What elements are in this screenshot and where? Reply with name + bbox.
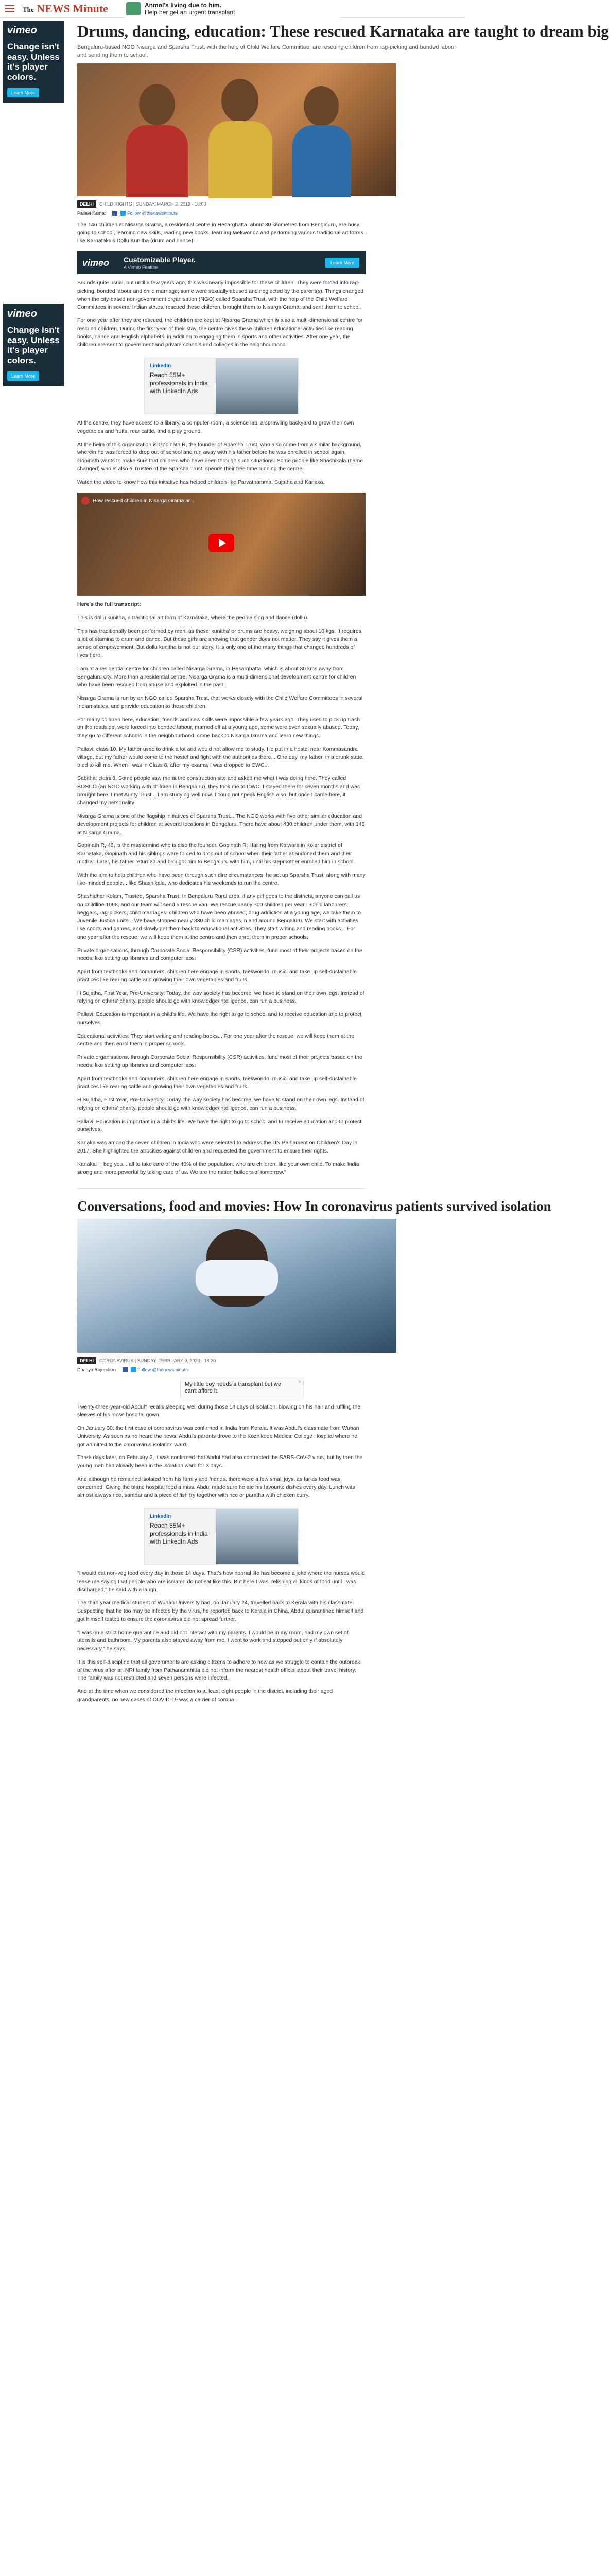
site-logo[interactable]: The NEWS Minute	[23, 2, 108, 15]
region-tag[interactable]: DELHI	[77, 1357, 96, 1364]
left-ad-rail	[0, 21, 67, 103]
facebook-share-icon[interactable]	[123, 1367, 128, 1372]
ad-headline: Anmol's living due to him.	[145, 2, 221, 9]
hamburger-menu-icon[interactable]	[5, 5, 14, 13]
ad-subline: Help her get an urgent transplant	[145, 9, 235, 16]
top-banner-ad[interactable]	[124, 0, 340, 18]
ad-sub: A Vimeo Feature	[124, 265, 158, 270]
article-headline[interactable]: Drums, dancing, education: These rescued Karnataka are taught to dream big	[77, 22, 609, 40]
paragraph: Watch the video to know how this initiative has helped children like Parvathamma, Sujatha and Kanaka.	[77, 479, 325, 485]
paragraph: The 146 children at Nisarga Grama, a residential centre in Hesarghatta, about 30 kilometres from Bengaluru, are busy going to school, learning new skills, reading new books, learning taekwondo and performing various traditional art forms like Karnataka's Dollu Kunitha (drum and dance).	[77, 221, 363, 244]
channel-avatar-icon	[81, 497, 90, 505]
linkedin-ad[interactable]	[144, 358, 299, 414]
transcript-paragraph: Apart from textbooks and computers, children here engage in sports, taekwondo, music, and take up self-sustainable practices like rearing cattle and growing their own vegetables and fruits.	[77, 969, 357, 983]
transcript-paragraph: Kanaka: "I beg you... all to take care of the 40% of the population, who are children, like your own child. To make India strong and more powerful by taking care of us. We are the nation builders of tomorrow."	[77, 1161, 359, 1176]
top-bar	[0, 0, 465, 18]
paragraph: "I was on a strict home quarantine and did not interact with my parents. I would be in my room, had my own set of utensils and bathroom. My parents also stayed away from me. I went to work and stepped out only if absolutely necessary," he says.	[77, 1629, 349, 1652]
twitter-share-icon[interactable]	[131, 1367, 136, 1372]
ad-message: Customizable Player.	[124, 256, 196, 264]
transcript-paragraph: Sabitha: class 8. Some people saw me at the construction site and asked me what I was doing here. They called BOSCO (an NGO working with children in Bengaluru), they took me to CWC. I stayed there for seven months and was brought here. I met Aunty Trust... I am studying well now. I could not speak English also, but once I came here, it changed my personality.	[77, 775, 360, 806]
twitter-share-icon[interactable]	[120, 211, 126, 216]
linkedin-logo: LinkedIn	[150, 1514, 171, 1520]
transcript-paragraph: I am at a residential centre for children called Nisarga Grama, in Hesarghatta, which is about 30 kms away from Bengaluru city. More than a residential centre, Nisarga Grama is a multi-dimensional development centre for children who have been rescued from abuse and exploited in the past.	[77, 665, 356, 688]
ad-message: My little boy needs a transplant but we can't afford it.	[185, 1381, 282, 1395]
ad-message: Change isn't easy. Unless it's player colors.	[7, 42, 60, 82]
ad-thumbnail-image	[126, 2, 141, 15]
author-name[interactable]: Pallavi Kamat	[77, 210, 106, 216]
video-title-bar	[81, 497, 194, 505]
transcript-paragraph: H Sujatha, First Year, Pre-University: Today, the way society has become, we have to stand on their own legs. Instead of relying on others' charity, people should go with knowledge/intelligence, can run a business.	[77, 990, 364, 1005]
paragraph: It is this self-discipline that all governments are asking citizens to adhere to now as we struggle to contain the outbreak of the virus after an NRI family from Pathanamthitta did not inform the nearest health official about their travel history. The family was not restricted and seven persons were infected.	[77, 1658, 360, 1682]
transcript-paragraph: Shashidhar Kolam, Trustee, Sparsha Trust: In Bengaluru Rural area, if any girl goes to the districts, anyone can call us on childline 1098, and our team will send a rescue van. We rescue nearly 700 children per year... Child labourers, beggars, rag-pickers, child marriages, children who have been abused, drug addiction at a young age, we take them to Juvenile Justice units... We have stopped nearly 330 child marriages in and around Bengaluru. We start with activities like sports and games, and slowly get them back to educational activities. They start writing and reading books... For one year after the rescue, we will keep them at the centre and then enrol them in proper schools.	[77, 893, 361, 940]
linkedin-ad[interactable]	[144, 1508, 299, 1565]
paragraph: And at the time when we considered the infection to at least eight people in the district, including their aged grandparents, no new cases of COVID-19 was a carrier of corona...	[77, 1688, 333, 1703]
vimeo-side-ad[interactable]	[3, 21, 64, 103]
facebook-share-icon[interactable]	[112, 211, 117, 216]
transcript-paragraph: Gopinath R, 46, is the mastermind who is also the founder. Gopinath R: Hailing from Kaiwara in Kolar district of Karnataka, Gopinath and his siblings were forced to drop out of school when their father abandoned them and their mother. Later, his father returned and brought him to Bengaluru with him, until his stepmother enrolled him in school.	[77, 842, 355, 865]
article-divider	[77, 1188, 366, 1189]
embedded-video[interactable]	[77, 493, 366, 596]
vimeo-side-ad-2[interactable]	[3, 304, 64, 386]
region-tag[interactable]: DELHI	[77, 200, 96, 208]
learn-more-button[interactable]: Learn More	[325, 258, 359, 268]
transcript	[77, 614, 465, 1177]
paragraph: Twenty-three-year-old Abdul* recalls sleeping well during those 14 days of isolation, blowing on his hair and ruffling the sleeves of his loose hospital gown.	[77, 1403, 361, 1418]
left-ad-rail-2	[0, 304, 67, 386]
ad-image	[216, 1509, 298, 1564]
vimeo-inline-ad[interactable]	[77, 251, 366, 274]
transcript-paragraph: H Sujatha, First Year, Pre-University: Today, the way society has become, we have to stand on their own legs. Instead of relying on others' charity, people should go with knowledge/intelligence, can run a business.	[77, 1097, 364, 1111]
transcript-paragraph: Nisarga Grama is run by an NGO called Sparsha Trust, that works closely with the Child Welfare Committees in several Indian states, and provide education to these children.	[77, 695, 363, 709]
paragraph: On January 30, the first case of coronavirus was confirmed in India from Kerala. It was Abdul's classmate from Wuhan University. As soon as he heard the news, Abdul's parents drove to the Kozhikode Medical College Hospital where he got admitted to the coronavirus isolation ward.	[77, 1425, 359, 1448]
article-rescued-children	[77, 22, 609, 1177]
article-date: CHILD RIGHTS | SUNDAY, MARCH 3, 2019 - 18:00	[99, 201, 206, 207]
paragraph: And although he remained isolated from his family and friends, there were a few small joys, as far as food was concerned. Giving the bland hospital food a miss, Abdul made sure he ate his favourite dishes every day. Lunch was almost always rice, sambar and a piece of fish fry together with rice or paratha with chicken curry.	[77, 1476, 355, 1499]
vimeo-logo: vimeo	[82, 258, 110, 268]
transcript-paragraph: Pallavi: Education is important in a child's life. We have the right to go to school and to receive education and to protect ourselves.	[77, 1011, 362, 1026]
main-content	[77, 18, 609, 1720]
article-hero-image	[77, 63, 396, 196]
byline	[77, 211, 465, 216]
learn-more-button[interactable]: Learn More	[7, 88, 39, 97]
video-title[interactable]: How rescued children in Nisarga Grama ar...	[93, 498, 194, 504]
transcript-paragraph: With the aim to help children who have been through such dire circumstances, he set up Sparsha Trust, along with many like-minded people... like Shashikala, who dedicates his weekends to run the centre.	[77, 872, 366, 887]
article-hero-image	[77, 1219, 396, 1353]
paragraph: Sounds quite usual, but until a few years ago, this was nearly impossible for these children. They were forced into rag-picking, bonded labour and child marriage; some were sexually abused and neglected by the parent(s). Things changed when the city-based non-government organisation (NGO) called Sparsha Trust, with the help of the Child Welfare Committees in several Indian states, rescued these children, brought them to Nisarga Grama, and sent them to school.	[77, 280, 364, 311]
learn-more-button[interactable]: Learn More	[7, 371, 39, 381]
transcript-paragraph: For many children here, education, friends and new skills were impossible a few years ago. They used to pick up trash on the roadside, were forced into bonded labour, married off at a young age, some were even sexually abused. Today, they go to different schools in the neighbourhood, come back to Nisarga Grama and learn new things.	[77, 716, 360, 739]
transcript-paragraph: Pallavi: Education is important in a child's life. We have the right to go to school and to receive education and to protect ourselves.	[77, 1118, 362, 1133]
byline	[77, 1367, 465, 1372]
paragraph: At the centre, they have access to a library, a computer room, a science lab, a sprawling backyard to grow their own vegetables and fruits, rear cattle, and a play ground.	[77, 420, 354, 434]
transplant-appeal-ad[interactable]	[180, 1378, 304, 1398]
transcript-paragraph: Apart from textbooks and computers, children here engage in sports, taekwondo, music, and take up self-sustainable practices like rearing cattle and growing their own vegetables and fruits.	[77, 1075, 357, 1090]
vimeo-logo: vimeo	[7, 25, 37, 36]
article-coronavirus-isolation	[77, 1198, 551, 1704]
play-button-icon[interactable]	[208, 534, 234, 552]
ad-message: Reach 55M+ professionals in India with LinkedIn Ads	[150, 371, 208, 395]
transcript-paragraph: This has traditionally been performed by men, as these 'kunitha' or drums are heavy, weighing about 10 kgs. It requires a lot of stamina to drum and dance. But these girls are showing that gender does not matter. They say it gives them a sense of empowerment. But dollu kunitha is not our story. It is only one of the many things that changed hundreds of lives here.	[77, 628, 361, 659]
vimeo-logo: vimeo	[7, 308, 37, 319]
article-headline[interactable]: Conversations, food and movies: How In coronavirus patients survived isolation	[77, 1198, 551, 1214]
transcript-heading: Here's the full transcript:	[77, 601, 141, 608]
paragraph: At the helm of this organization is Gopinath R, the founder of Sparsha Trust, who also come from a similar background, wherein he was forced to drop out of school and run away with his father before he was enrolled in school again. Gopinath wants to make sure that children who have been through such situations. Some people like Shashikala (name changed) who is also a Trustee of the Sparsha Trust, spends their free time running the centre.	[77, 441, 363, 472]
close-icon[interactable]: ×	[298, 1379, 301, 1385]
article-date: CORONAVIRUS | SUNDAY, FEBRUARY 9, 2020 - 18:30	[99, 1358, 216, 1363]
transcript-paragraph: Educational activities: They start writing and reading books... For one year after the rescue, we will keep them at the centre and then enrol them in proper schools.	[77, 1032, 354, 1047]
paragraph: "I would eat non-veg food every day in those 14 days. That's how normal life has become a joke where the nurses would tease me saying that people who are isolated do not eat like this. But here I was, relishing all kinds of food until I was discharged," he said with a laugh.	[77, 1570, 365, 1593]
transcript-paragraph: Private organisations, through Corporate Social Responsibility (CSR) activities, fund most of their projects based on the needs, like setting up libraries and computer labs.	[77, 1054, 362, 1069]
linkedin-logo: LinkedIn	[150, 363, 171, 369]
ad-message: Reach 55M+ professionals in India with LinkedIn Ads	[150, 1522, 208, 1546]
paragraph: The third year medical student of Wuhan University had, on January 24, travelled back to Kerala with his classmate. Suspecting that he too may be infected by the virus, he reported back to Kerala in China, Abdul quarantined himself and got himself tested to ensure the coronavirus did not spread further.	[77, 1600, 364, 1622]
ad-message: Change isn't easy. Unless it's player colors.	[7, 325, 60, 365]
transcript-paragraph: Pallavi: class 10. My father used to drink a lot and would not allow me to study. He put in a hostel near Kommasandra village, but my father would come to the hostel and fight with the authorities there... One day, my father, in a drunk state, tried to kill me. When I was in Class 8, after my exams, I was dropped to CWC...	[77, 745, 364, 769]
author-name[interactable]: Dhanya Rajendran	[77, 1367, 116, 1372]
follow-link[interactable]: Follow @thenewsminute	[137, 1367, 188, 1372]
transcript-paragraph: This is dollu kunitha, a traditional art form of Karnataka, where the people sing and dance (dollu).	[77, 615, 309, 621]
article-subhead: Bengaluru-based NGO Nisarga and Sparsha Trust, with the help of Child Welfare Committee, are rescuing children from rag-picking and bonded labour and sending them to school.	[77, 44, 456, 59]
article-meta	[77, 200, 465, 208]
transcript-paragraph: Nisarga Grama is one of the flagship initiatives of Sparsha Trust... The NGO works with five other similar education and development projects for children at several locations in Bengaluru. There have about 430 children under them, with 146 at Nisarga Grama.	[77, 813, 365, 836]
follow-link[interactable]: Follow @thenewsminute	[127, 210, 178, 216]
ad-image	[216, 358, 298, 414]
paragraph: For one year after they are rescued, the children are kept at Nisarga Grama which is also a multi-dimensional centre for rescued children. During the first year of their stay, the centre gives these children educational activities like reading books, dance and English alphabets, in addition to engaging them in sports and other activities. After one year, the children are sent to government and private schools and colleges in the neighbourhood.	[77, 317, 363, 348]
paragraph: Three days later, on February 2, it was confirmed that Abdul had also contracted the SARS-CoV-2 virus, but by then the young man had already been in the isolation ward for 3 days.	[77, 1454, 363, 1469]
transcript-paragraph: Private organisations, through Corporate Social Responsibility (CSR) activities, fund most of their projects based on the needs, like setting up libraries and computer labs.	[77, 947, 362, 962]
transcript-paragraph: Kanaka was among the seven children in India who were selected to address the UN Parliament on Children's Day in 2017. She highlighted the atrocities against children and requested the government to ensure their rights.	[77, 1140, 358, 1154]
article-meta	[77, 1357, 465, 1364]
